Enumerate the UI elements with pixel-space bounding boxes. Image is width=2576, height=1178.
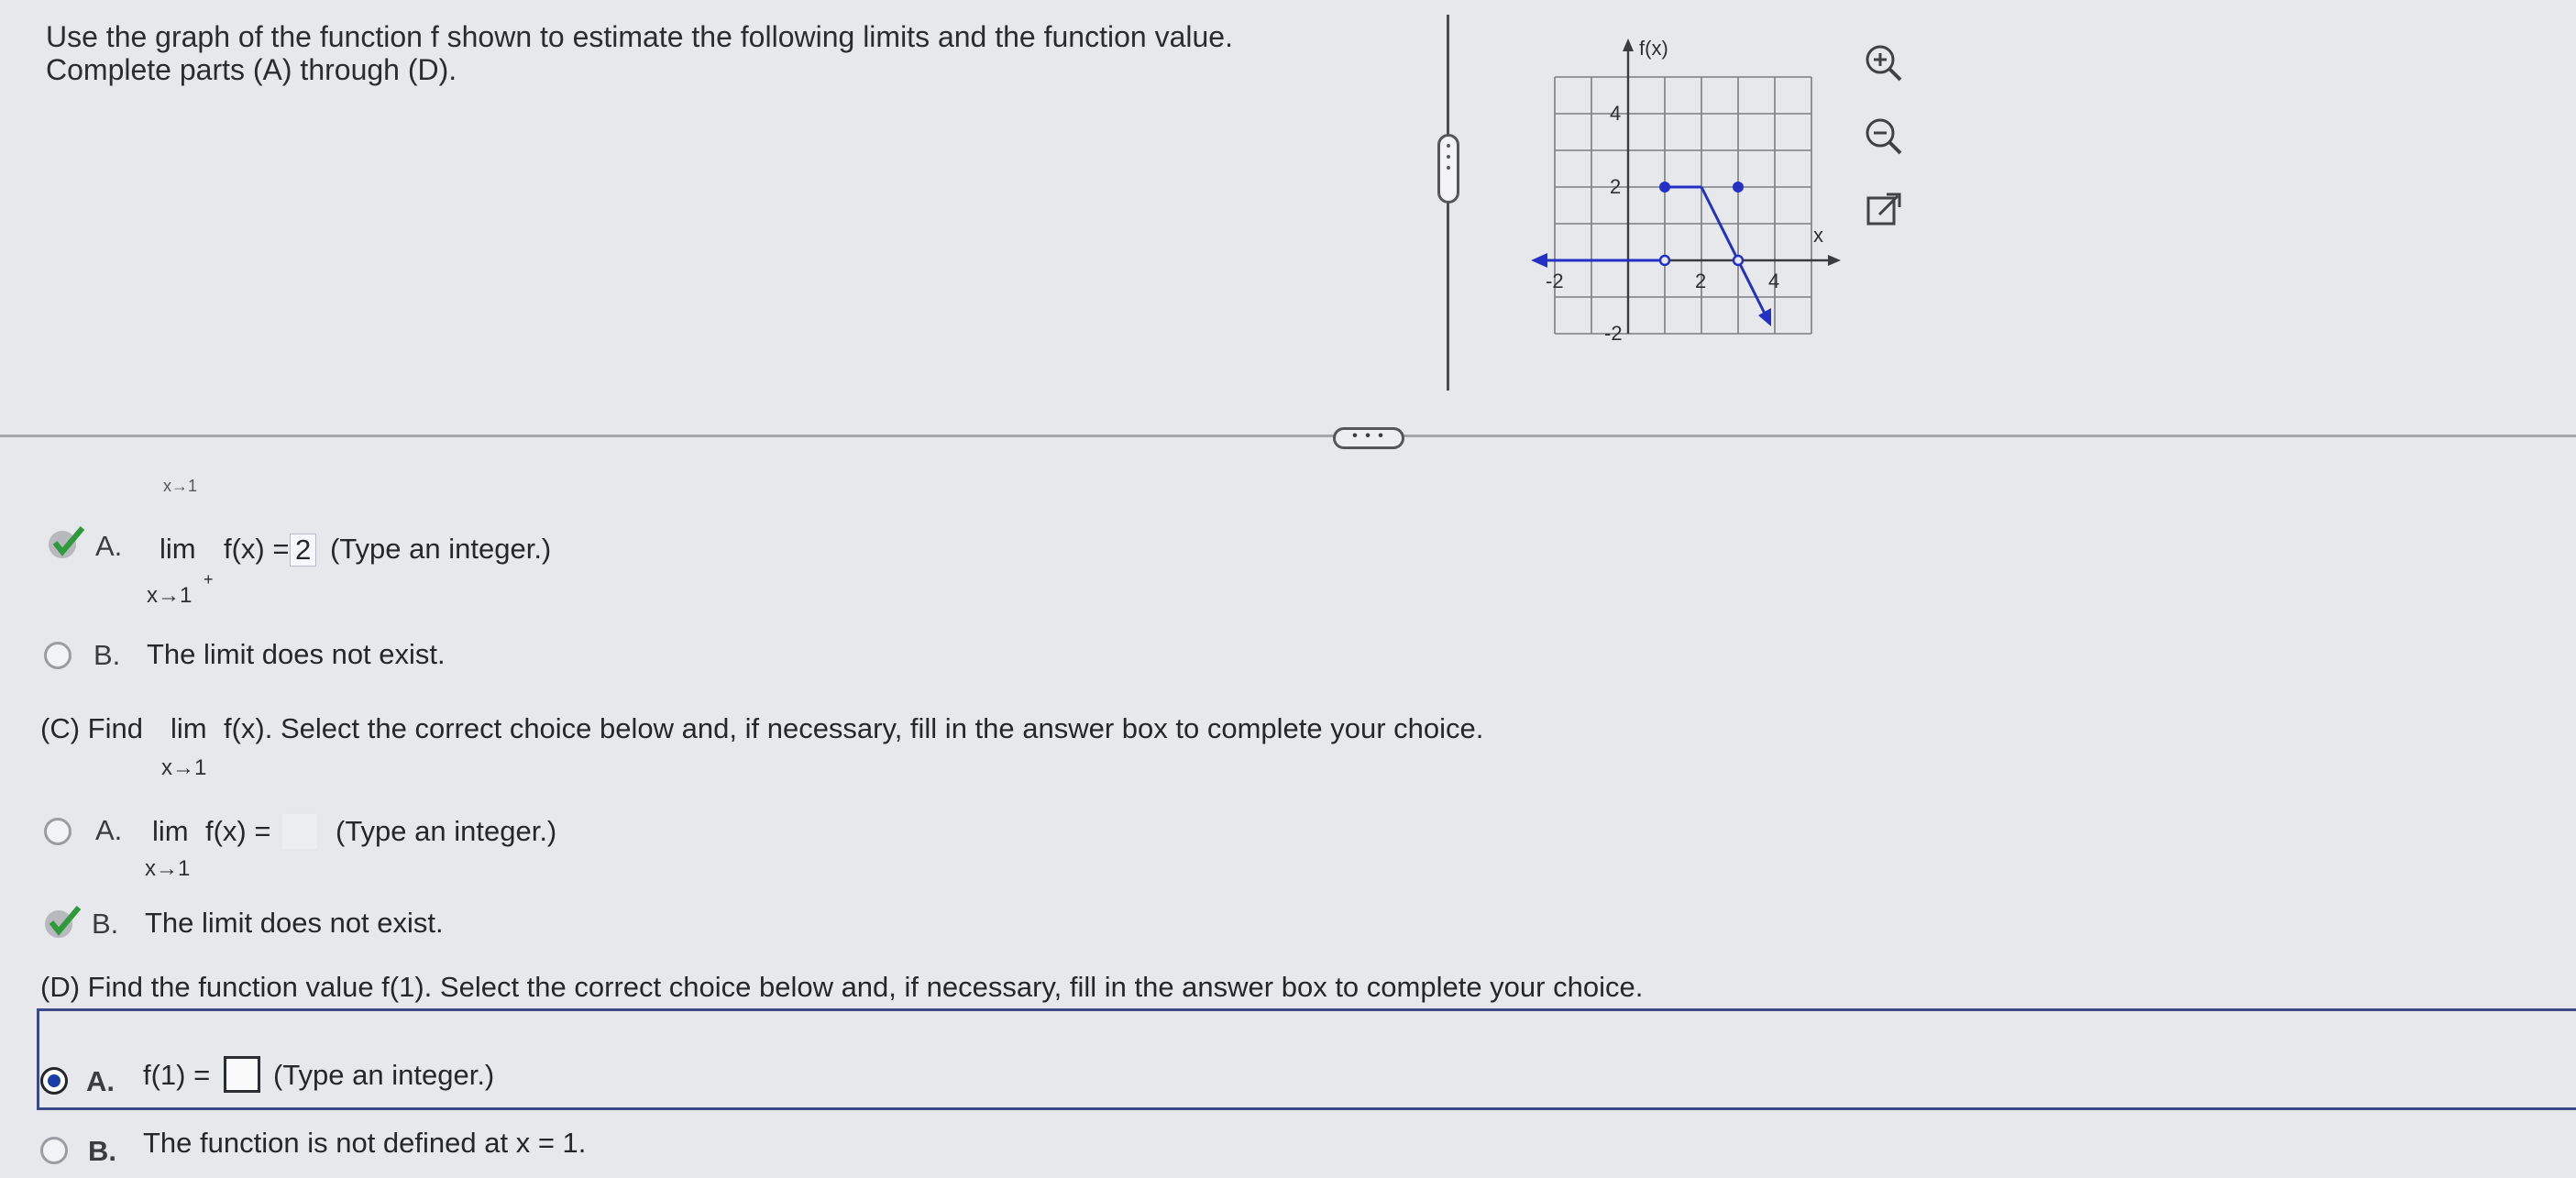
y-tick-2: 2	[1610, 175, 1622, 198]
choice-letter: B.	[92, 908, 119, 940]
x-tick-4: 4	[1768, 270, 1780, 292]
closed-point	[1733, 182, 1744, 193]
choice-letter: A.	[95, 530, 123, 562]
limit-expression: f(x) =	[205, 815, 271, 847]
answer-box-filled: 2	[290, 534, 316, 567]
y-axis-label: f(x)	[1639, 37, 1668, 60]
right-sided-sup: +	[204, 570, 214, 589]
correct-check-icon	[48, 523, 88, 563]
part-c-subscript: x→1	[161, 755, 207, 780]
zoom-out-icon	[1861, 114, 1907, 160]
radio-button-selected[interactable]	[40, 1067, 68, 1095]
popout-button[interactable]	[1861, 187, 1907, 233]
part-d-question: (D) Find the function value f(1). Select the correct choice below and, if necessary, fill in the answer box to complete your choice.	[40, 971, 1644, 1003]
x-axis-label: x	[1813, 224, 1823, 247]
active-bottom-line	[37, 1107, 2576, 1110]
choice-text: The function is not defined at x = 1.	[143, 1127, 587, 1159]
answer-input[interactable]	[224, 1056, 260, 1093]
open-point	[1734, 256, 1743, 265]
choice-letter: B.	[88, 1135, 116, 1167]
y-tick-neg2: -2	[1604, 322, 1623, 345]
choice-text: The limit does not exist.	[145, 907, 444, 939]
y-tick-4: 4	[1610, 102, 1622, 125]
active-left-border	[37, 1008, 39, 1109]
lim-label: lim	[152, 815, 189, 847]
choice-letter: A.	[86, 1065, 115, 1097]
hint-text: (Type an integer.)	[330, 533, 552, 565]
left-arrow-icon	[1531, 253, 1547, 268]
graph-grid	[1555, 77, 1811, 334]
function-expression: f(1) =	[143, 1059, 211, 1091]
zoom-in-button[interactable]	[1861, 40, 1907, 86]
active-underline	[37, 1008, 2576, 1011]
prompt-line-1: Use the graph of the function f shown to estimate the following limits and the function value.	[46, 20, 1233, 53]
hint-text: (Type an integer.)	[273, 1059, 495, 1091]
part-c-question: f(x). Select the correct choice below and, if necessary, fill in the answer box to complete your choice.	[224, 712, 1484, 744]
open-point	[1660, 256, 1669, 265]
part-c-lim: lim	[171, 712, 207, 744]
vertical-resize-handle[interactable]	[1437, 134, 1459, 204]
problem-prompt	[46, 20, 1233, 86]
radio-button[interactable]	[44, 642, 72, 669]
x-tick-neg2: -2	[1546, 270, 1564, 292]
choice-letter: A.	[95, 814, 123, 846]
prompt-line-2: Complete parts (A) through (D).	[46, 53, 457, 86]
horizontal-resize-handle[interactable]: • • •	[1333, 427, 1404, 449]
limit-subscript: x→1	[145, 856, 191, 881]
part-c-prefix: (C) Find	[40, 712, 143, 744]
closed-point	[1659, 182, 1670, 193]
answer-input[interactable]	[281, 812, 319, 851]
limit-subscript: x→1	[147, 583, 193, 608]
cut-off-subscript: x→1	[163, 477, 198, 495]
correct-check-icon	[44, 902, 84, 942]
choice-letter: B.	[94, 639, 121, 671]
zoom-out-button[interactable]	[1861, 114, 1907, 160]
radio-button[interactable]	[40, 1137, 68, 1164]
popout-icon	[1861, 187, 1907, 233]
lim-label: lim	[160, 533, 196, 565]
limit-expression: f(x) =	[224, 533, 290, 565]
hint-text: (Type an integer.)	[336, 815, 557, 847]
function-graph	[1522, 28, 1870, 348]
horizontal-divider	[0, 435, 2576, 437]
zoom-in-icon	[1861, 40, 1907, 86]
x-tick-2: 2	[1695, 270, 1707, 292]
radio-button[interactable]	[44, 818, 72, 845]
choice-text: The limit does not exist.	[147, 638, 446, 670]
